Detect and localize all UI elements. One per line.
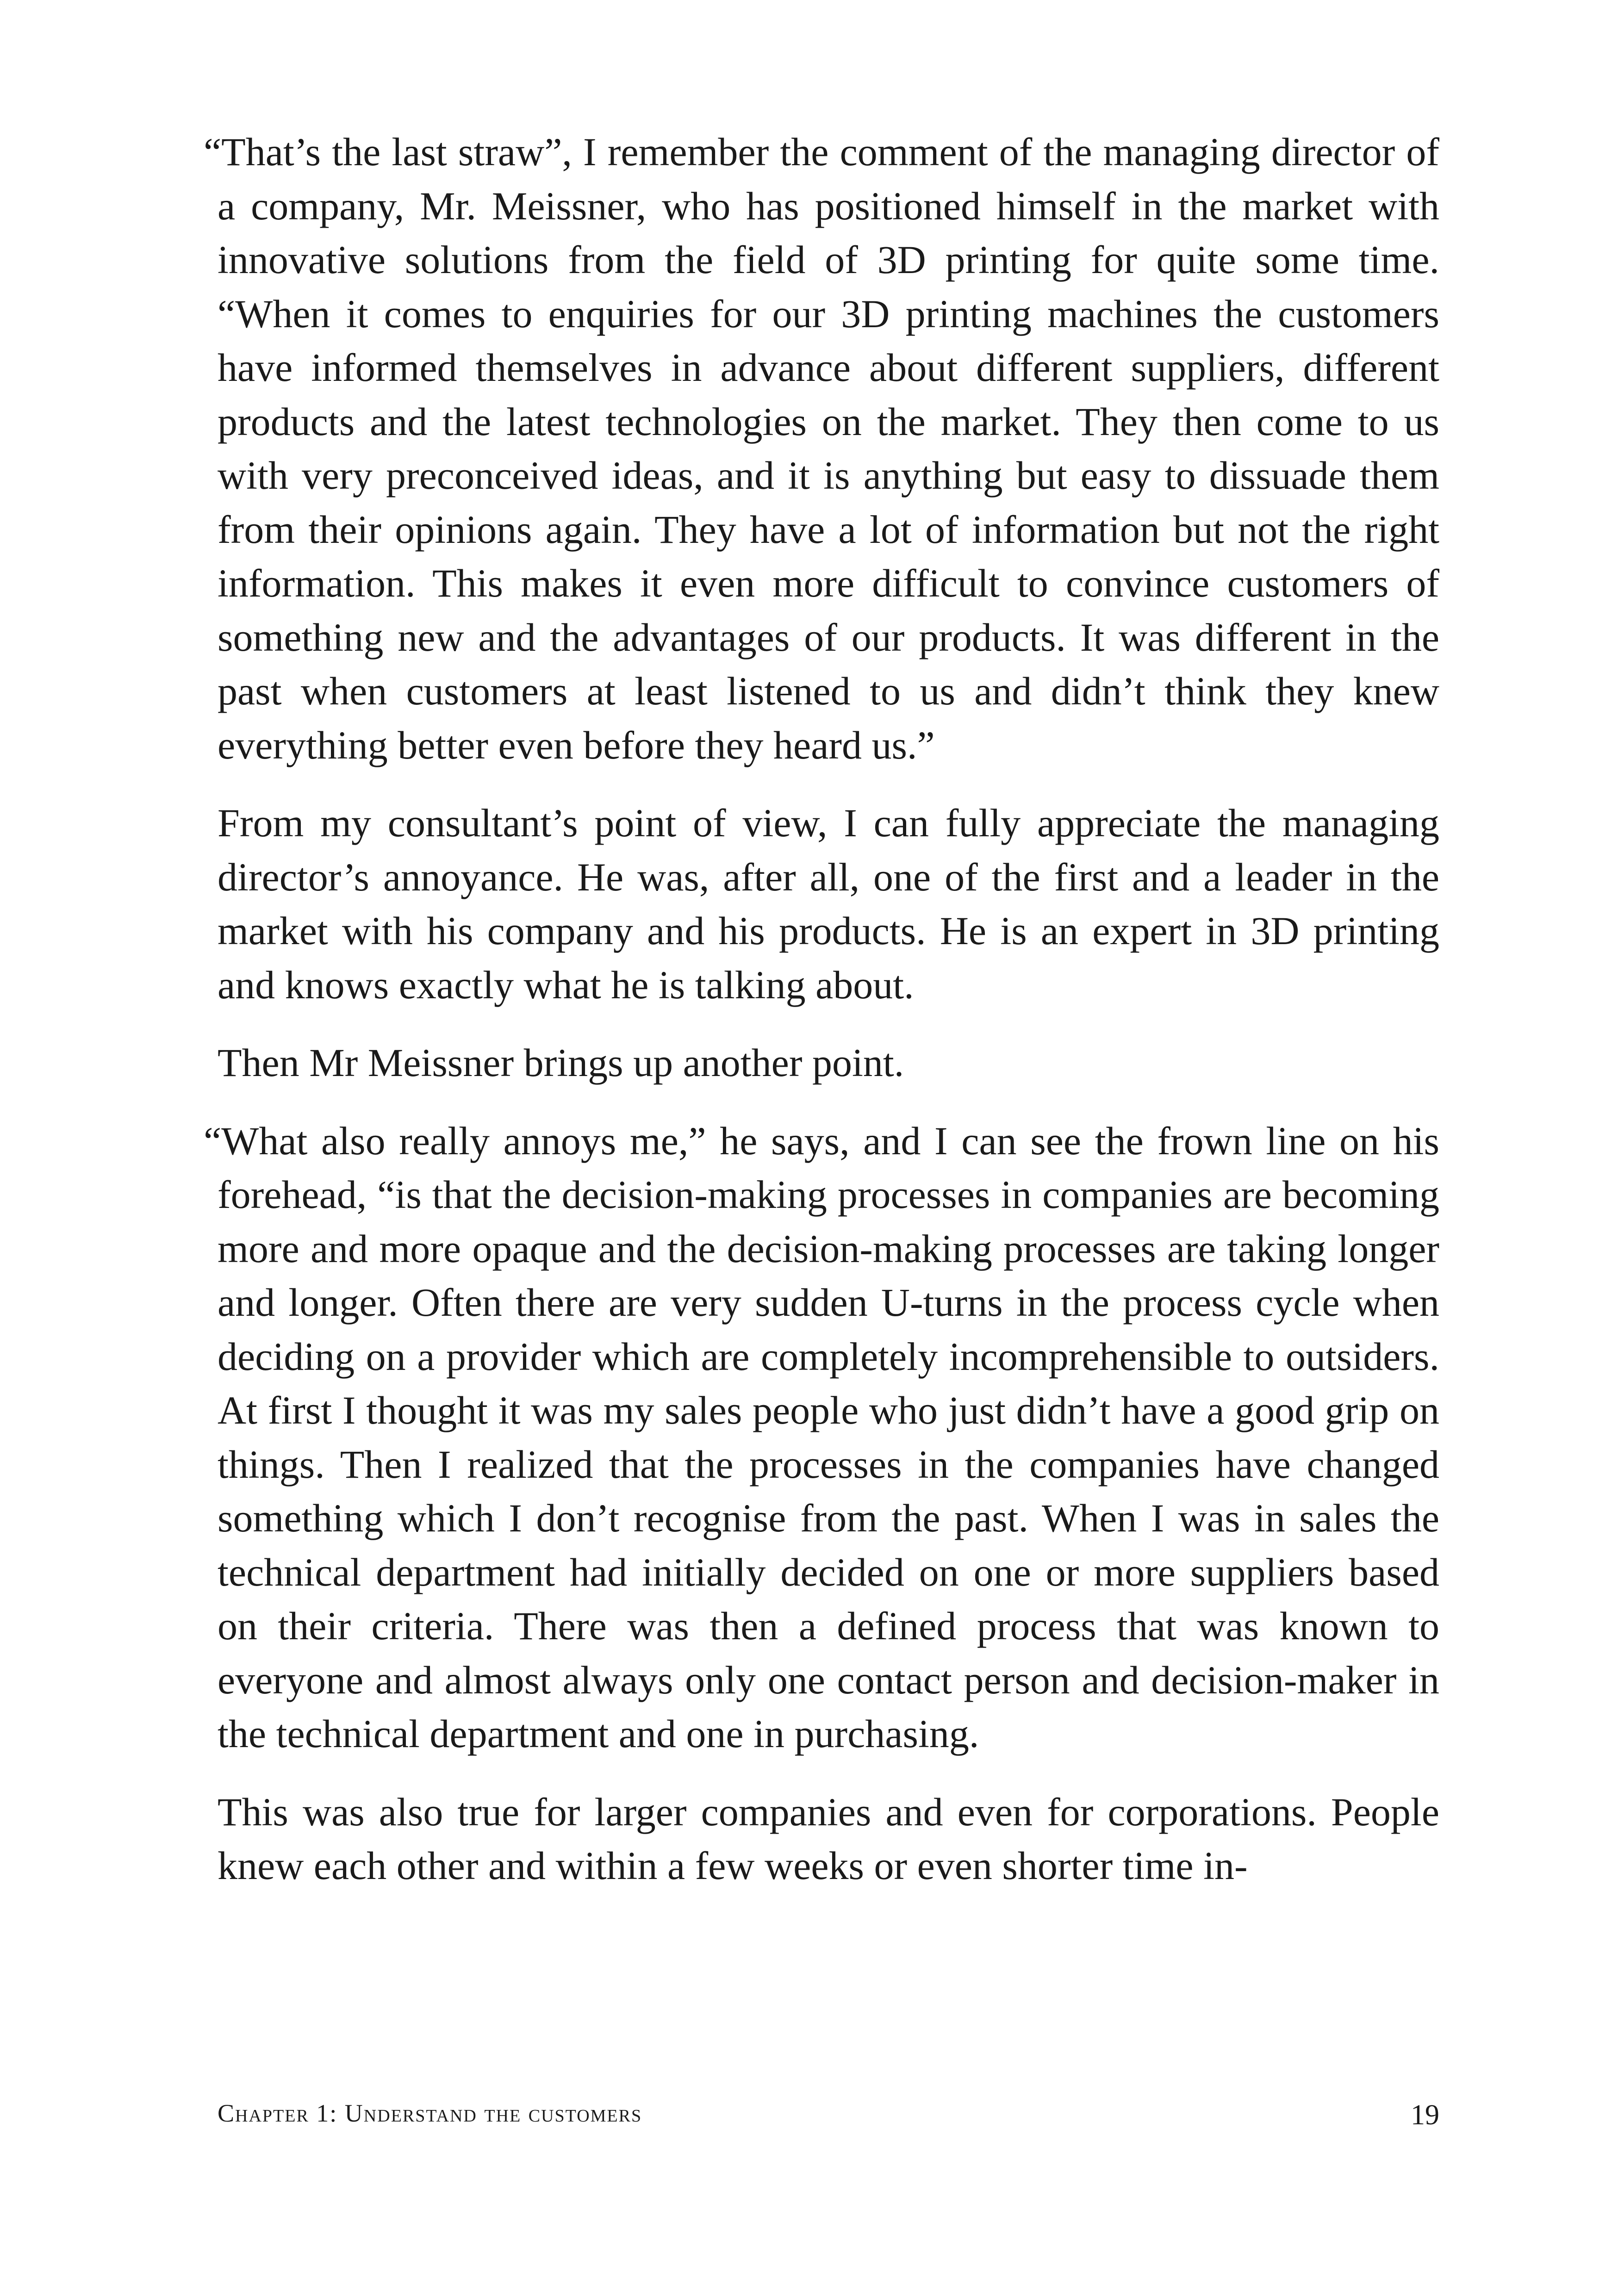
body-text (204, 125, 1439, 1917)
page-footer (218, 2099, 1439, 2136)
page-number: 19 (1411, 2099, 1439, 2131)
paragraph-1: “That’s the last straw”, I remember the comment of the managing director of a company, Mr. Meissner, who has positioned himself in the market with innovative solutions from the field of 3D printing for quite some time. “When it comes to enquiries for our 3D printing machines the customers have informed themselves in advance about different suppliers, different products and the latest technologies on the market. They then come to us with very preconceived ideas, and it is anything but easy to dissuade them from their opinions again. They have a lot of information but not the right information. This makes it even more difficult to convince customers of something new and the advantages of our products. It was different in the past when customers at least listened to us and didn’t think they knew everything better even before they heard us.” (204, 130, 1439, 767)
paragraph-4: “What also really annoys me,” he says, and I can see the frown line on his forehead, “is that the decision-making processes in companies are becoming more and more opaque and the decision-making processes are taking longer and longer. Often there are very sudden U-turns in the process cycle when deciding on a provider which are completely incomprehensible to outsiders. At first I thought it was my sales people who just didn’t have a good grip on things. Then I realized that the processes in the companies have changed something which I don’t recognise from the past. When I was in sales the technical department had initially decided on one or more suppliers based on their criteria. There was then a defined process that was known to everyone and almost always only one contact person and decision-maker in the technical department and one in purchasing. (204, 1118, 1439, 1756)
paragraph-2: From my consultant’s point of view, I can fully appreciate the managing director’s annoyance. He was, after all, one of the first and a leader in the market with his company and his products. He is an expert in 3D printing and knows exactly what he is talking about. (218, 801, 1439, 1007)
paragraph-3: Then Mr Meissner brings up another point. (218, 1040, 904, 1085)
paragraph-5: This was also true for larger companies and even for corporations. People knew each other and within a few weeks or even shorter time in- (218, 1789, 1439, 1888)
running-head: Chapter 1: Understand the customers (218, 2099, 642, 2127)
